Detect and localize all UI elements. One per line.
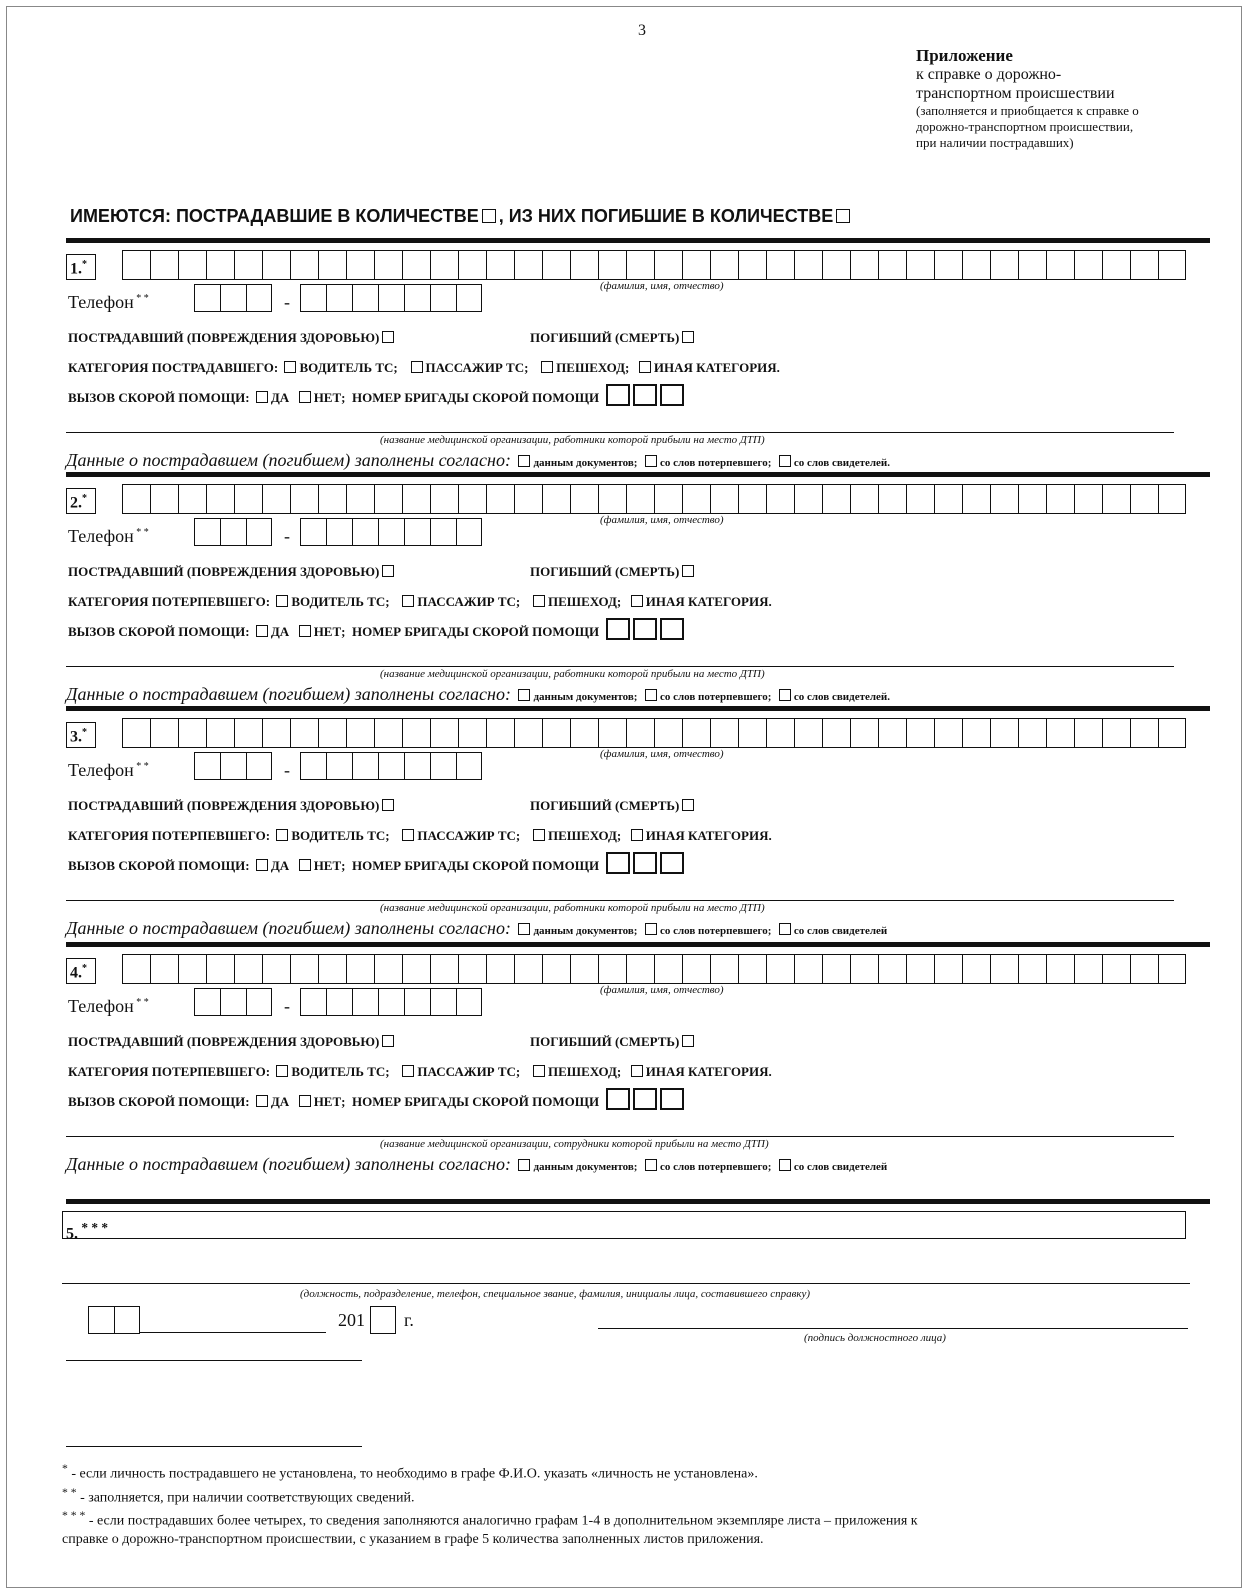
dead-checkbox[interactable] bbox=[682, 799, 694, 811]
section-divider bbox=[66, 238, 1210, 243]
ambulance-no-checkbox[interactable] bbox=[299, 859, 311, 871]
phone-label: Телефон * * bbox=[68, 760, 149, 780]
phone-code-cells[interactable] bbox=[194, 518, 272, 546]
phone-dash: - bbox=[284, 526, 290, 546]
section-number: 2.* bbox=[66, 488, 96, 514]
category-line: КАТЕГОРИЯ ПОТЕРПЕВШЕГО: ВОДИТЕЛЬ ТС; ПАССАЖИР ТС; ПЕШЕХОД; ИНАЯ КАТЕГОРИЯ. bbox=[68, 594, 772, 609]
cat-driver-checkbox[interactable] bbox=[284, 361, 296, 373]
src-witness-checkbox[interactable] bbox=[779, 923, 791, 935]
data-source-line: Данные о пострадавшем (погибшем) заполнены согласно: данным документов; со слов потерпевшего; со слов свидетелей bbox=[66, 1154, 888, 1174]
src-docs-checkbox[interactable] bbox=[518, 455, 530, 467]
fio-cells[interactable] bbox=[122, 484, 1186, 514]
dead-checkbox[interactable] bbox=[682, 565, 694, 577]
cat-driver-checkbox[interactable] bbox=[276, 595, 288, 607]
cat-other-checkbox[interactable] bbox=[639, 361, 651, 373]
ambulance-no-checkbox[interactable] bbox=[299, 1095, 311, 1107]
med-org-hint: (название медицинской организации, работники которой прибыли на место ДТП) bbox=[380, 668, 765, 680]
fio-hint: (фамилия, имя, отчество) bbox=[600, 748, 724, 760]
fio-cells[interactable] bbox=[122, 954, 1186, 984]
cat-pedestrian-checkbox[interactable] bbox=[533, 829, 545, 841]
phone-dash: - bbox=[284, 996, 290, 1016]
dead-line: ПОГИБШИЙ (СМЕРТЬ) bbox=[530, 798, 697, 814]
src-victim-checkbox[interactable] bbox=[645, 923, 657, 935]
fio-hint: (фамилия, имя, отчество) bbox=[600, 984, 724, 996]
fio-cells[interactable] bbox=[122, 718, 1186, 748]
footnote-divider bbox=[66, 1446, 362, 1447]
injured-checkbox[interactable] bbox=[382, 331, 394, 343]
victims-count-box[interactable] bbox=[482, 209, 496, 223]
appendix-note2: дорожно-транспортном происшествии, bbox=[916, 119, 1134, 134]
src-witness-checkbox[interactable] bbox=[779, 689, 791, 701]
cat-driver-checkbox[interactable] bbox=[276, 1065, 288, 1077]
dead-line: ПОГИБШИЙ (СМЕРТЬ) bbox=[530, 1034, 697, 1050]
headline-victims-label: ИМЕЮТСЯ: ПОСТРАДАВШИЕ В КОЛИЧЕСТВЕ bbox=[70, 206, 479, 226]
cat-passenger-checkbox[interactable] bbox=[411, 361, 423, 373]
injured-line: ПОСТРАДАВШИЙ (ПОВРЕЖДЕНИЯ ЗДОРОВЬЮ) bbox=[68, 564, 397, 580]
ambulance-line: ВЫЗОВ СКОРОЙ ПОМОЩИ: ДА НЕТ; НОМЕР БРИГАДЫ СКОРОЙ ПОМОЩИ bbox=[68, 384, 687, 406]
dead-line: ПОГИБШИЙ (СМЕРТЬ) bbox=[530, 564, 697, 580]
med-org-hint: (название медицинской организации, сотрудники которой прибыли на место ДТП) bbox=[380, 1138, 769, 1150]
injured-checkbox[interactable] bbox=[382, 565, 394, 577]
year-digit-cell[interactable] bbox=[370, 1306, 396, 1334]
appendix-title: Приложение bbox=[916, 46, 1013, 65]
ambulance-yes-checkbox[interactable] bbox=[256, 391, 268, 403]
injured-line: ПОСТРАДАВШИЙ (ПОВРЕЖДЕНИЯ ЗДОРОВЬЮ) bbox=[68, 330, 397, 346]
phone-label: Телефон * * bbox=[68, 996, 149, 1016]
footnote-1: * - если личность пострадавшего не установлена, то необходимо в графе Ф.И.О. указать «личность не установлена». bbox=[62, 1462, 758, 1482]
section-number: 3.* bbox=[66, 722, 96, 748]
med-org-line[interactable] bbox=[66, 1136, 1174, 1137]
day-cells[interactable] bbox=[88, 1306, 140, 1334]
dead-count-box[interactable] bbox=[836, 209, 850, 223]
src-victim-checkbox[interactable] bbox=[645, 1159, 657, 1171]
brigade-number-boxes[interactable] bbox=[606, 852, 687, 874]
phone-dash: - bbox=[284, 292, 290, 312]
cat-other-checkbox[interactable] bbox=[631, 595, 643, 607]
phone-code-cells[interactable] bbox=[194, 988, 272, 1016]
cat-passenger-checkbox[interactable] bbox=[402, 1065, 414, 1077]
section-divider bbox=[66, 706, 1210, 711]
footnote-3: * * * - если пострадавших более четырех, то сведения заполняются аналогично графам 1-4 в дополнительном экземпляре листа – приложения к bbox=[62, 1509, 918, 1529]
med-org-line[interactable] bbox=[66, 900, 1174, 901]
appendix-note1: (заполняется и приобщается к справке о bbox=[916, 103, 1139, 118]
ambulance-line: ВЫЗОВ СКОРОЙ ПОМОЩИ: ДА НЕТ; НОМЕР БРИГАДЫ СКОРОЙ ПОМОЩИ bbox=[68, 852, 687, 874]
src-docs-checkbox[interactable] bbox=[518, 1159, 530, 1171]
src-victim-checkbox[interactable] bbox=[645, 689, 657, 701]
category-line: КАТЕГОРИЯ ПОТЕРПЕВШЕГО: ВОДИТЕЛЬ ТС; ПАССАЖИР ТС; ПЕШЕХОД; ИНАЯ КАТЕГОРИЯ. bbox=[68, 828, 772, 843]
position-line[interactable] bbox=[62, 1283, 1190, 1284]
footnotes bbox=[62, 1460, 1192, 1549]
section-number: 4.* bbox=[66, 958, 96, 984]
phone-label: Телефон * * bbox=[68, 292, 149, 312]
signature-hint: (подпись должностного лица) bbox=[804, 1332, 946, 1344]
ambulance-yes-checkbox[interactable] bbox=[256, 1095, 268, 1107]
data-source-line: Данные о пострадавшем (погибшем) заполнены согласно: данным документов; со слов потерпевшего; со слов свидетелей bbox=[66, 918, 888, 938]
ambulance-no-checkbox[interactable] bbox=[299, 625, 311, 637]
section-divider bbox=[66, 1199, 1210, 1204]
med-org-line[interactable] bbox=[66, 666, 1174, 667]
section5-number: 5. * * * bbox=[66, 1220, 108, 1243]
category-line: КАТЕГОРИЯ ПОТЕРПЕВШЕГО: ВОДИТЕЛЬ ТС; ПАССАЖИР ТС; ПЕШЕХОД; ИНАЯ КАТЕГОРИЯ. bbox=[68, 1064, 772, 1079]
injured-checkbox[interactable] bbox=[382, 799, 394, 811]
month-line[interactable] bbox=[140, 1332, 326, 1333]
section-divider bbox=[66, 472, 1210, 477]
src-witness-checkbox[interactable] bbox=[779, 1159, 791, 1171]
signature-line[interactable] bbox=[598, 1328, 1188, 1329]
page-number: 3 bbox=[638, 22, 646, 39]
cat-pedestrian-checkbox[interactable] bbox=[541, 361, 553, 373]
dead-line: ПОГИБШИЙ (СМЕРТЬ) bbox=[530, 330, 697, 346]
brigade-number-boxes[interactable] bbox=[606, 384, 687, 406]
ambulance-line: ВЫЗОВ СКОРОЙ ПОМОЩИ: ДА НЕТ; НОМЕР БРИГАДЫ СКОРОЙ ПОМОЩИ bbox=[68, 1088, 687, 1110]
form-page bbox=[6, 6, 1242, 1588]
cat-pedestrian-checkbox[interactable] bbox=[533, 1065, 545, 1077]
src-victim-checkbox[interactable] bbox=[645, 455, 657, 467]
section-divider bbox=[66, 942, 1210, 947]
med-org-hint: (название медицинской организации, работники которой прибыли на место ДТП) bbox=[380, 902, 765, 914]
phone-dash: - bbox=[284, 760, 290, 780]
victims-count-headline bbox=[70, 206, 853, 227]
phone-code-cells[interactable] bbox=[194, 284, 272, 312]
year-suffix: г. bbox=[404, 1310, 414, 1330]
injured-line: ПОСТРАДАВШИЙ (ПОВРЕЖДЕНИЯ ЗДОРОВЬЮ) bbox=[68, 1034, 397, 1050]
dead-checkbox[interactable] bbox=[682, 331, 694, 343]
cat-pedestrian-checkbox[interactable] bbox=[533, 595, 545, 607]
brigade-number-boxes[interactable] bbox=[606, 1088, 687, 1110]
phone-number-cells[interactable] bbox=[300, 284, 482, 312]
fio-cells[interactable] bbox=[122, 250, 1186, 280]
year-prefix: 201 bbox=[338, 1310, 365, 1330]
ambulance-yes-checkbox[interactable] bbox=[256, 625, 268, 637]
cat-passenger-checkbox[interactable] bbox=[402, 595, 414, 607]
ambulance-line: ВЫЗОВ СКОРОЙ ПОМОЩИ: ДА НЕТ; НОМЕР БРИГАДЫ СКОРОЙ ПОМОЩИ bbox=[68, 618, 687, 640]
section5-field[interactable] bbox=[62, 1211, 1186, 1243]
med-org-hint: (название медицинской организации, работники которой прибыли на место ДТП) bbox=[380, 434, 765, 446]
phone-code-cells[interactable] bbox=[194, 752, 272, 780]
appendix-note3: при наличии пострадавших) bbox=[916, 135, 1074, 150]
appendix-line1: к справке о дорожно- bbox=[916, 66, 1062, 83]
footnote-2: * * - заполняется, при наличии соответствующих сведений. bbox=[62, 1485, 415, 1506]
phone-number-cells[interactable] bbox=[300, 752, 482, 780]
headline-dead-label: , ИЗ НИХ ПОГИБШИЕ В КОЛИЧЕСТВЕ bbox=[498, 206, 834, 226]
injured-checkbox[interactable] bbox=[382, 1035, 394, 1047]
category-line: КАТЕГОРИЯ ПОСТРАДАВШЕГО: ВОДИТЕЛЬ ТС; ПАССАЖИР ТС; ПЕШЕХОД; ИНАЯ КАТЕГОРИЯ. bbox=[68, 360, 780, 375]
cat-other-checkbox[interactable] bbox=[631, 1065, 643, 1077]
med-org-line[interactable] bbox=[66, 432, 1174, 433]
section-number: 1.* bbox=[66, 254, 96, 280]
dead-checkbox[interactable] bbox=[682, 1035, 694, 1047]
footnote-3-cont: справке о дорожно-транспортном происшествии, с указанием в графе 5 количества заполненных листов приложения. bbox=[62, 1531, 764, 1547]
cat-driver-checkbox[interactable] bbox=[276, 829, 288, 841]
data-source-line: Данные о пострадавшем (погибшем) заполнены согласно: данным документов; со слов потерпевшего; со слов свидетелей. bbox=[66, 684, 891, 704]
ambulance-no-checkbox[interactable] bbox=[299, 391, 311, 403]
appendix-line2: транспортном происшествии bbox=[916, 85, 1115, 102]
brigade-number-boxes[interactable] bbox=[606, 618, 687, 640]
cat-passenger-checkbox[interactable] bbox=[402, 829, 414, 841]
data-source-line: Данные о пострадавшем (погибшем) заполнены согласно: данным документов; со слов потерпевшего; со слов свидетелей. bbox=[66, 450, 891, 470]
injured-line: ПОСТРАДАВШИЙ (ПОВРЕЖДЕНИЯ ЗДОРОВЬЮ) bbox=[68, 798, 397, 814]
ambulance-yes-checkbox[interactable] bbox=[256, 859, 268, 871]
phone-label: Телефон * * bbox=[68, 526, 149, 546]
appendix-header bbox=[916, 46, 1206, 151]
phone-number-cells[interactable] bbox=[300, 518, 482, 546]
src-witness-checkbox[interactable] bbox=[779, 455, 791, 467]
phone-number-cells[interactable] bbox=[300, 988, 482, 1016]
cat-other-checkbox[interactable] bbox=[631, 829, 643, 841]
extra-line[interactable] bbox=[66, 1360, 362, 1361]
position-hint: (должность, подразделение, телефон, специальное звание, фамилия, инициалы лица, составившего справку) bbox=[300, 1288, 811, 1300]
src-docs-checkbox[interactable] bbox=[518, 923, 530, 935]
fio-hint: (фамилия, имя, отчество) bbox=[600, 514, 724, 526]
src-docs-checkbox[interactable] bbox=[518, 689, 530, 701]
fio-hint: (фамилия, имя, отчество) bbox=[600, 280, 724, 292]
